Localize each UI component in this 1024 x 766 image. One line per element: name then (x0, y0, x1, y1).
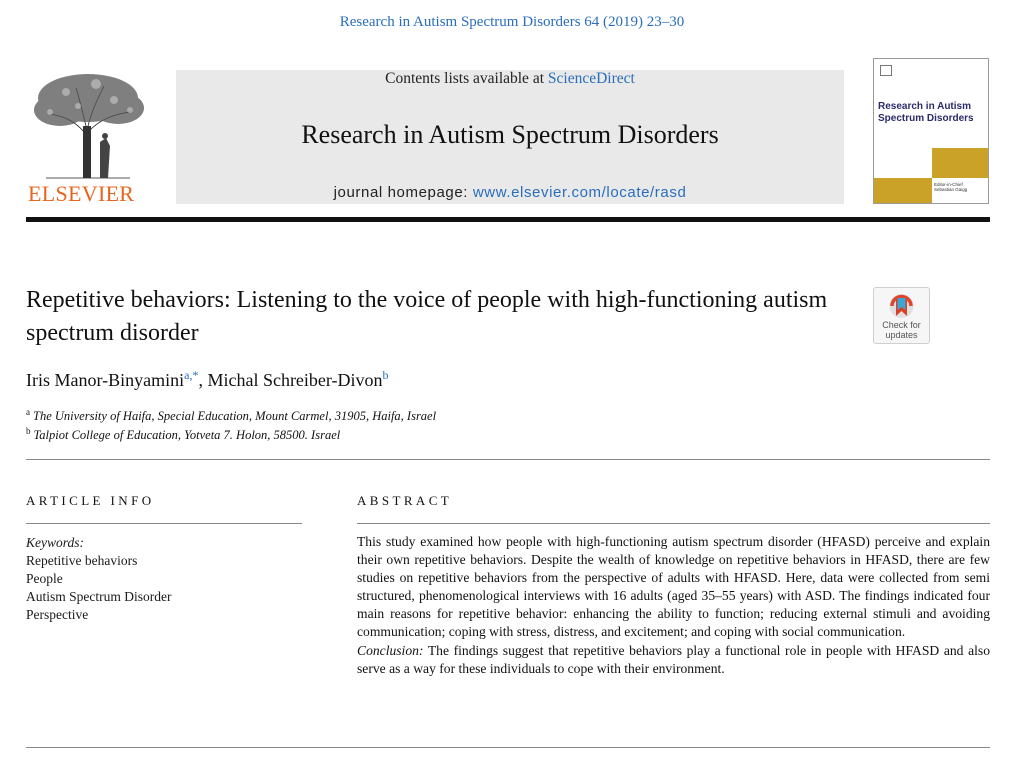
bottom-divider (26, 747, 990, 748)
article-info-rule (26, 523, 302, 524)
author-affiliation-mark[interactable]: b (382, 368, 389, 382)
cover-gold-block-bottom (874, 178, 932, 203)
journal-citation[interactable]: Research in Autism Spectrum Disorders 64 (2019) 23–30 (339, 14, 685, 30)
keywords-label: Keywords: (26, 535, 84, 550)
cover-title: Research in Autism Spectrum Disorders (878, 101, 974, 124)
check-updates-line2: updates (885, 329, 918, 340)
conclusion-text: The findings suggest that repetitive behaviors play a functional role in people with HFASD and also serve as a way for these individuals to cope with their environment. (357, 642, 990, 676)
author-separator: , (198, 370, 208, 390)
abstract-text: This study examined how people with high-functioning autism spectrum disorder (HFASD) perceive and explain their own repetitive behaviors. Despite the wealth of knowledge on repetitive behaviors in HFASD, there are few studies on repetitive behaviors from the perspective of adults with HFASD. Here, data were collected from semi structured, phenomenological interviews with 16 adults (aged 35–55 years) with ASD. The findings indicated four main reasons for repetitive behavior: enhancing the ability to function; reducing external stimuli and avoiding communication; coping with stress, distress, and excitement; and coping with social communication. (357, 534, 990, 640)
tree-icon (26, 70, 150, 180)
check-updates-line1: Check for (882, 320, 921, 330)
abstract-heading: ABSTRACT (357, 493, 453, 508)
keyword-item: People (26, 571, 63, 586)
abstract-body (357, 533, 990, 678)
check-for-updates-badge[interactable] (873, 287, 930, 344)
cover-editor (934, 182, 986, 192)
homepage-prefix: journal homepage: (333, 184, 473, 201)
abstract-rule (357, 523, 990, 524)
author-list (26, 368, 389, 391)
header-divider (26, 217, 990, 222)
cover-gold-block-top (932, 148, 988, 178)
check-updates-label (874, 321, 929, 340)
keywords-list (26, 552, 171, 624)
conclusion-label: Conclusion: (357, 642, 424, 658)
homepage-link[interactable]: www.elsevier.com/locate/rasd (472, 184, 687, 201)
author-name[interactable]: Iris Manor-Binyamini (26, 370, 185, 390)
affiliation-text: Talpiot College of Education, Yotveta 7. Holon, 58500. Israel (33, 428, 341, 443)
keyword-item: Autism Spectrum Disorder (26, 589, 172, 604)
affiliation-a (26, 407, 436, 424)
author-name[interactable]: Michal Schreiber-Divon (207, 370, 383, 390)
keyword-item: Perspective (26, 607, 89, 622)
sciencedirect-link[interactable]: ScienceDirect (547, 70, 635, 87)
contents-line (176, 70, 844, 88)
cover-logo-icon (880, 65, 892, 76)
journal-title: Research in Autism Spectrum Disorders (301, 120, 719, 149)
contents-prefix: Contents lists available at (385, 70, 548, 87)
cover-editor-name: Sebastian Gaigg (934, 187, 968, 192)
abstract-conclusion (357, 642, 990, 678)
article-title: Repetitive behaviors: Listening to the voice of people with high-functioning autism spectrum disorder (26, 287, 828, 346)
author-affiliation-mark[interactable]: a,* (184, 368, 199, 382)
keyword-item: Repetitive behaviors (26, 553, 138, 568)
section-divider (26, 459, 990, 460)
homepage-line (176, 184, 844, 201)
affiliation-mark: a (26, 407, 30, 417)
check-updates-icon (874, 290, 929, 322)
elsevier-wordmark[interactable]: ELSEVIER (28, 181, 135, 206)
article-info-heading: ARTICLE INFO (26, 493, 155, 508)
affiliation-mark: b (26, 426, 31, 436)
affiliation-text: The University of Haifa, Special Education, Mount Carmel, 31905, Haifa, Israel (33, 409, 437, 424)
affiliation-b (26, 426, 340, 443)
cover-editor-role: Editor-in-Chief (934, 182, 963, 187)
journal-cover-thumbnail[interactable] (873, 58, 989, 204)
